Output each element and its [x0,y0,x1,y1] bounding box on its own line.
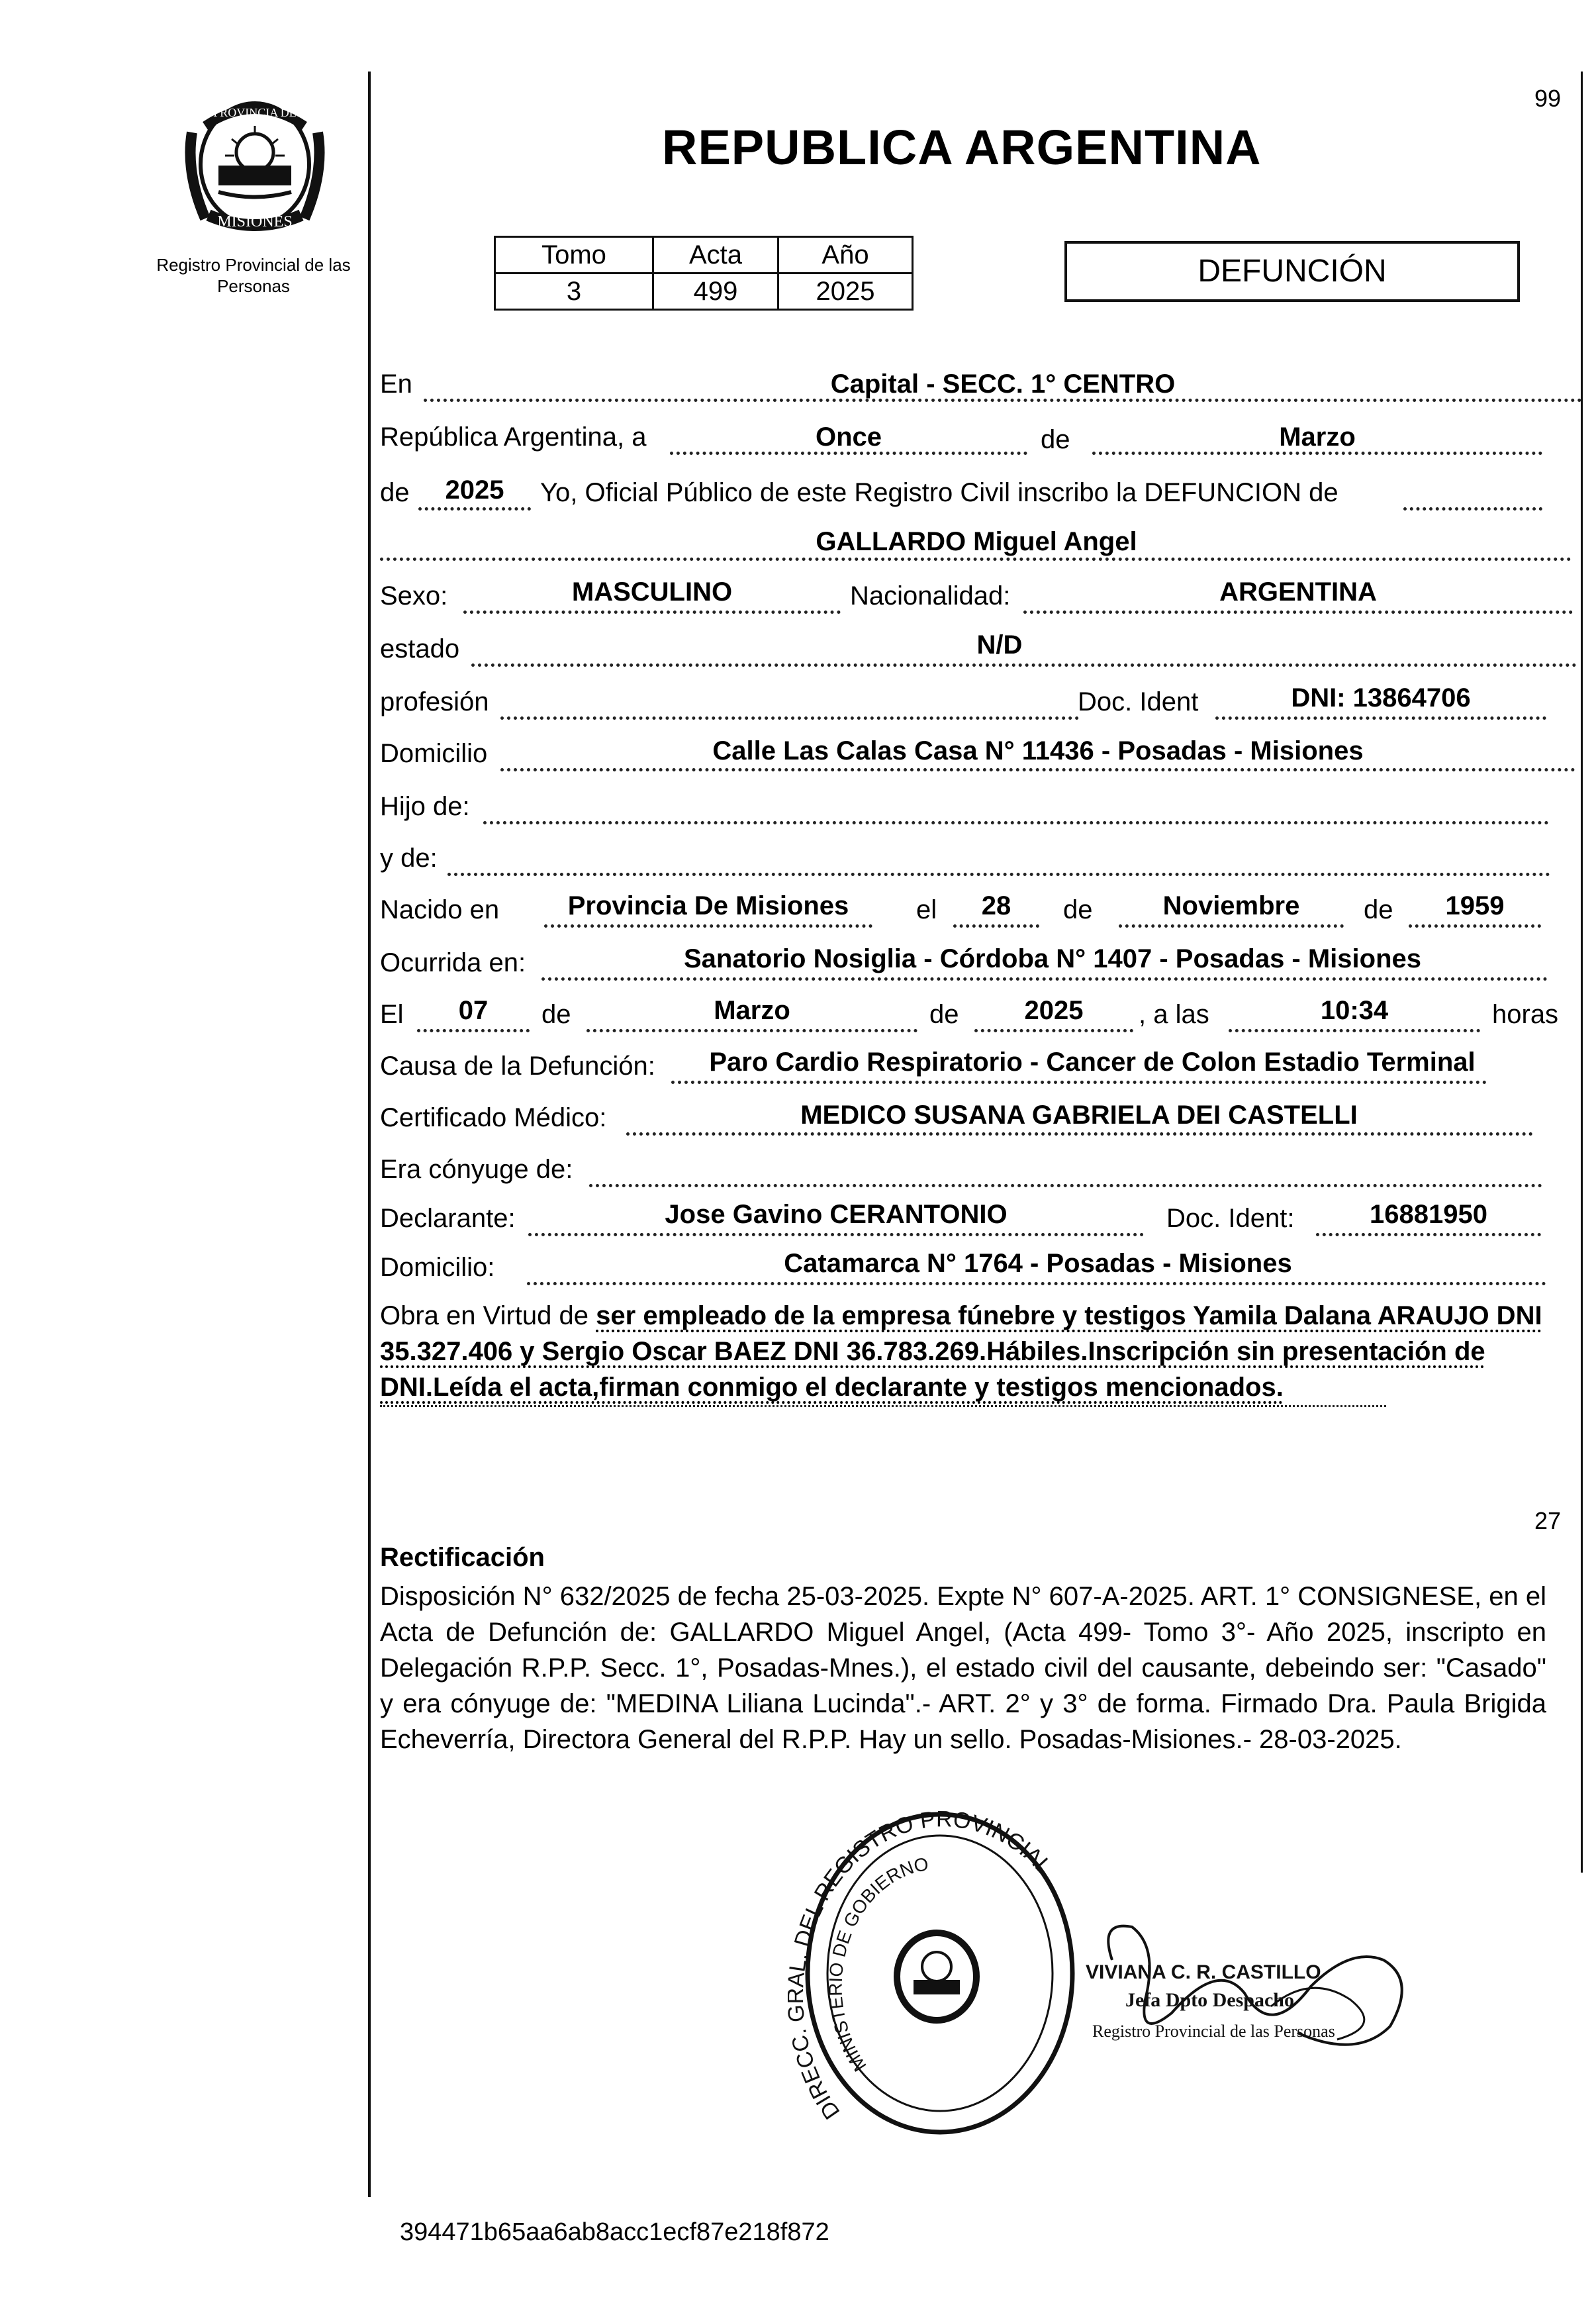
causa-dots [671,1081,1487,1084]
nac-dia-dots [953,924,1039,928]
logo-caption: Registro Provincial de las Personas [156,255,351,296]
nacionalidad-value: ARGENTINA [1219,577,1377,607]
def-dia-dots [417,1029,530,1032]
profesion-dots [500,716,1079,720]
horas-label: horas [1492,1000,1559,1029]
page-title: REPUBLICA ARGENTINA [662,120,1262,175]
svg-text:MINISTERIO DE GOBIERNO: MINISTERIO DE GOBIERNO [825,1853,931,2075]
nac-mes-dots [1119,924,1344,928]
signature-icon [1072,1907,1443,2079]
domicilio2-dots [527,1282,1546,1285]
doc2-dots [1316,1233,1541,1236]
svg-text:DIRECC. GRAL. DEL REGISTRO PRO: DIRECC. . DEL REGISTRO PROVINCIAL [788,1806,1057,2124]
obra-label: Obra en Virtud de [380,1301,589,1330]
yo-text: Yo, Oficial Público de este Registro Civil inscribo la DEFUNCION de [540,478,1338,507]
nac-anio-value: 1959 [1445,891,1505,920]
de-label: de [1041,425,1070,454]
doc-value: DNI: 13864706 [1291,683,1471,712]
nac-dia-value: 28 [981,891,1011,920]
declarante-value: Jose Gavino CERANTONIO [665,1200,1008,1229]
el2-label: El [380,1000,404,1029]
obra-value: ser empleado de la empresa fúnebre y testigos Yamila Dalana ARAUJO DNI 35.327.406 y Sergio Oscar BAEZ DNI 36.783.269.Hábiles.Inscripción sin presentación de DNI.Leída el acta,firman conmigo el declarante y testigos mencionados. [380,1301,1542,1402]
nac-anio-dots [1409,924,1541,928]
page-number: 99 [1534,85,1562,112]
nacido-value: Provincia De Misiones [567,891,849,920]
doc-label: Doc. Ident [1078,687,1199,716]
doc-type-box: DEFUNCIÓN [1064,241,1520,302]
def-hora-dots [1229,1029,1480,1032]
certificado-dots [626,1132,1533,1136]
ocurrida-dots [541,977,1548,981]
sexo-label: Sexo: [380,581,448,611]
domicilio-value: Calle Las Calas Casa N° 11436 - Posadas - Misiones [712,736,1364,765]
stamp-icon [788,1801,1092,2145]
de5-label: de [541,1000,571,1029]
header-tomo: Tomo [495,237,653,273]
rect-page-number: 27 [1534,1507,1562,1534]
domicilio-dots [500,768,1575,771]
signature [1072,1907,1443,2079]
rectificacion-body: Disposición N° 632/2025 de fecha 25-03-2025. Expte N° 607-A-2025. ART. 1° CONSIGNESE, en el Acta de Defunción de: GALLARDO Miguel Angel, (Acta 499- Tomo 3°- Año 2025, inscripto en Delegación R.P.P. Secc. 1°, Posadas-Mnes.), el estado civil del causante, debeindo ser: "Casado" y era cónyuge de: "MEDINA Liliana Lucinda".- ART. 2° y 3° de forma. Firmado Dra. Paula Brigida Echeverría, Directora General del R.P.P. Hay un sello. Posadas-Misiones.- 28-03-2025. [380,1582,1546,1754]
anio-dots [418,507,531,511]
de6-label: de [929,1000,959,1029]
mes-value: Marzo [1279,422,1356,452]
nacido-label: Nacido en [380,895,500,924]
en-label: En [380,369,412,399]
nacionalidad-label: Nacionalidad: [850,581,1011,611]
hijo-dots [483,821,1549,824]
ocurrida-label: Ocurrida en: [380,948,526,977]
doc2-label: Doc. Ident: [1166,1204,1295,1233]
dia-value: Once [815,422,882,452]
obra-paragraph [380,1298,1546,1405]
tomo-acta-anio-table [494,236,914,311]
def-anio-dots [974,1029,1133,1032]
estado-dots [471,663,1577,667]
def-hora-value: 10:34 [1320,996,1389,1025]
republica-label: República Argentina, a [380,422,647,452]
causa-label: Causa de la Defunción: [380,1052,655,1081]
alas-label: , a las [1139,1000,1209,1029]
declarante-dots [528,1233,1144,1236]
de3-label: de [1063,895,1093,924]
ocurrida-value: Sanatorio Nosiglia - Córdoba N° 1407 - Posadas - Misiones [683,944,1422,973]
certificado-label: Certificado Médico: [380,1103,607,1132]
header-anio: Año [778,237,913,273]
yde-label: y de: [380,844,438,873]
anio-value: 2025 [445,475,504,505]
doc-dots [1215,716,1546,720]
def-dia-value: 07 [458,996,489,1025]
nombre-value: GALLARDO Miguel Angel [816,527,1137,556]
yde-dots [447,873,1550,876]
official-stamp [788,1801,1092,2145]
def-mes-value: Marzo [714,996,790,1025]
certificado-value: MEDICO SUSANA GABRIELA DEI CASTELLI [800,1101,1358,1130]
doc2-value: 16881950 [1370,1200,1487,1229]
el-label: el [916,895,937,924]
rectificacion-title: Rectificación [380,1543,545,1572]
declarante-label: Declarante: [380,1204,516,1233]
value-anio: 2025 [778,273,913,310]
svg-text:PROVINCIA DE: PROVINCIA DE [213,106,297,119]
profesion-label: profesión [380,687,489,716]
sexo-dots [463,611,841,614]
en-value: Capital - SECC. 1° CENTRO [830,369,1176,399]
conyuge-dots [589,1184,1542,1187]
de4-label: de [1364,895,1393,924]
svg-text:Jefa Dpto Despacho: Jefa Dpto Despacho [1125,1989,1294,2011]
svg-text:Registro Provincial de las Per: Registro Provincial de las Personas [1092,2022,1335,2041]
margin-line [368,72,371,2197]
svg-text:MISIONES: MISIONES [217,213,293,230]
nac-mes-value: Noviembre [1162,891,1300,920]
def-anio-value: 2025 [1024,996,1084,1025]
estado-value: N/D [976,630,1023,660]
value-tomo: 3 [495,273,653,310]
province-seal-logo [179,86,331,238]
conyuge-label: Era cónyuge de: [380,1155,573,1184]
domicilio2-value: Catamarca N° 1764 - Posadas - Misiones [784,1249,1292,1278]
domicilio2-label: Domicilio: [380,1253,495,1282]
nacionalidad-dots [1023,611,1573,614]
causa-value: Paro Cardio Respiratorio - Cancer de Colon Estadio Terminal [709,1048,1476,1077]
domicilio-label: Domicilio [380,739,488,768]
estado-label: estado [380,634,460,663]
value-acta: 499 [653,273,778,310]
header-acta: Acta [653,237,778,273]
hijo-label: Hijo de: [380,792,470,821]
yo-dots [1403,507,1542,511]
def-mes-dots [587,1029,917,1032]
nacido-dots [544,924,872,928]
nombre-dots [380,558,1572,561]
de2-label: de [380,478,410,507]
sexo-value: MASCULINO [571,577,733,607]
obra-end-dots [380,1405,1386,1407]
seal-icon [179,86,331,238]
right-border-line [1581,72,1583,1873]
svg-text:VIVIANA C. R. CASTILLO: VIVIANA C. R. CASTILLO [1086,1961,1321,1983]
document-hash: 394471b65aa6ab8acc1ecf87e218f872 [400,2218,829,2246]
